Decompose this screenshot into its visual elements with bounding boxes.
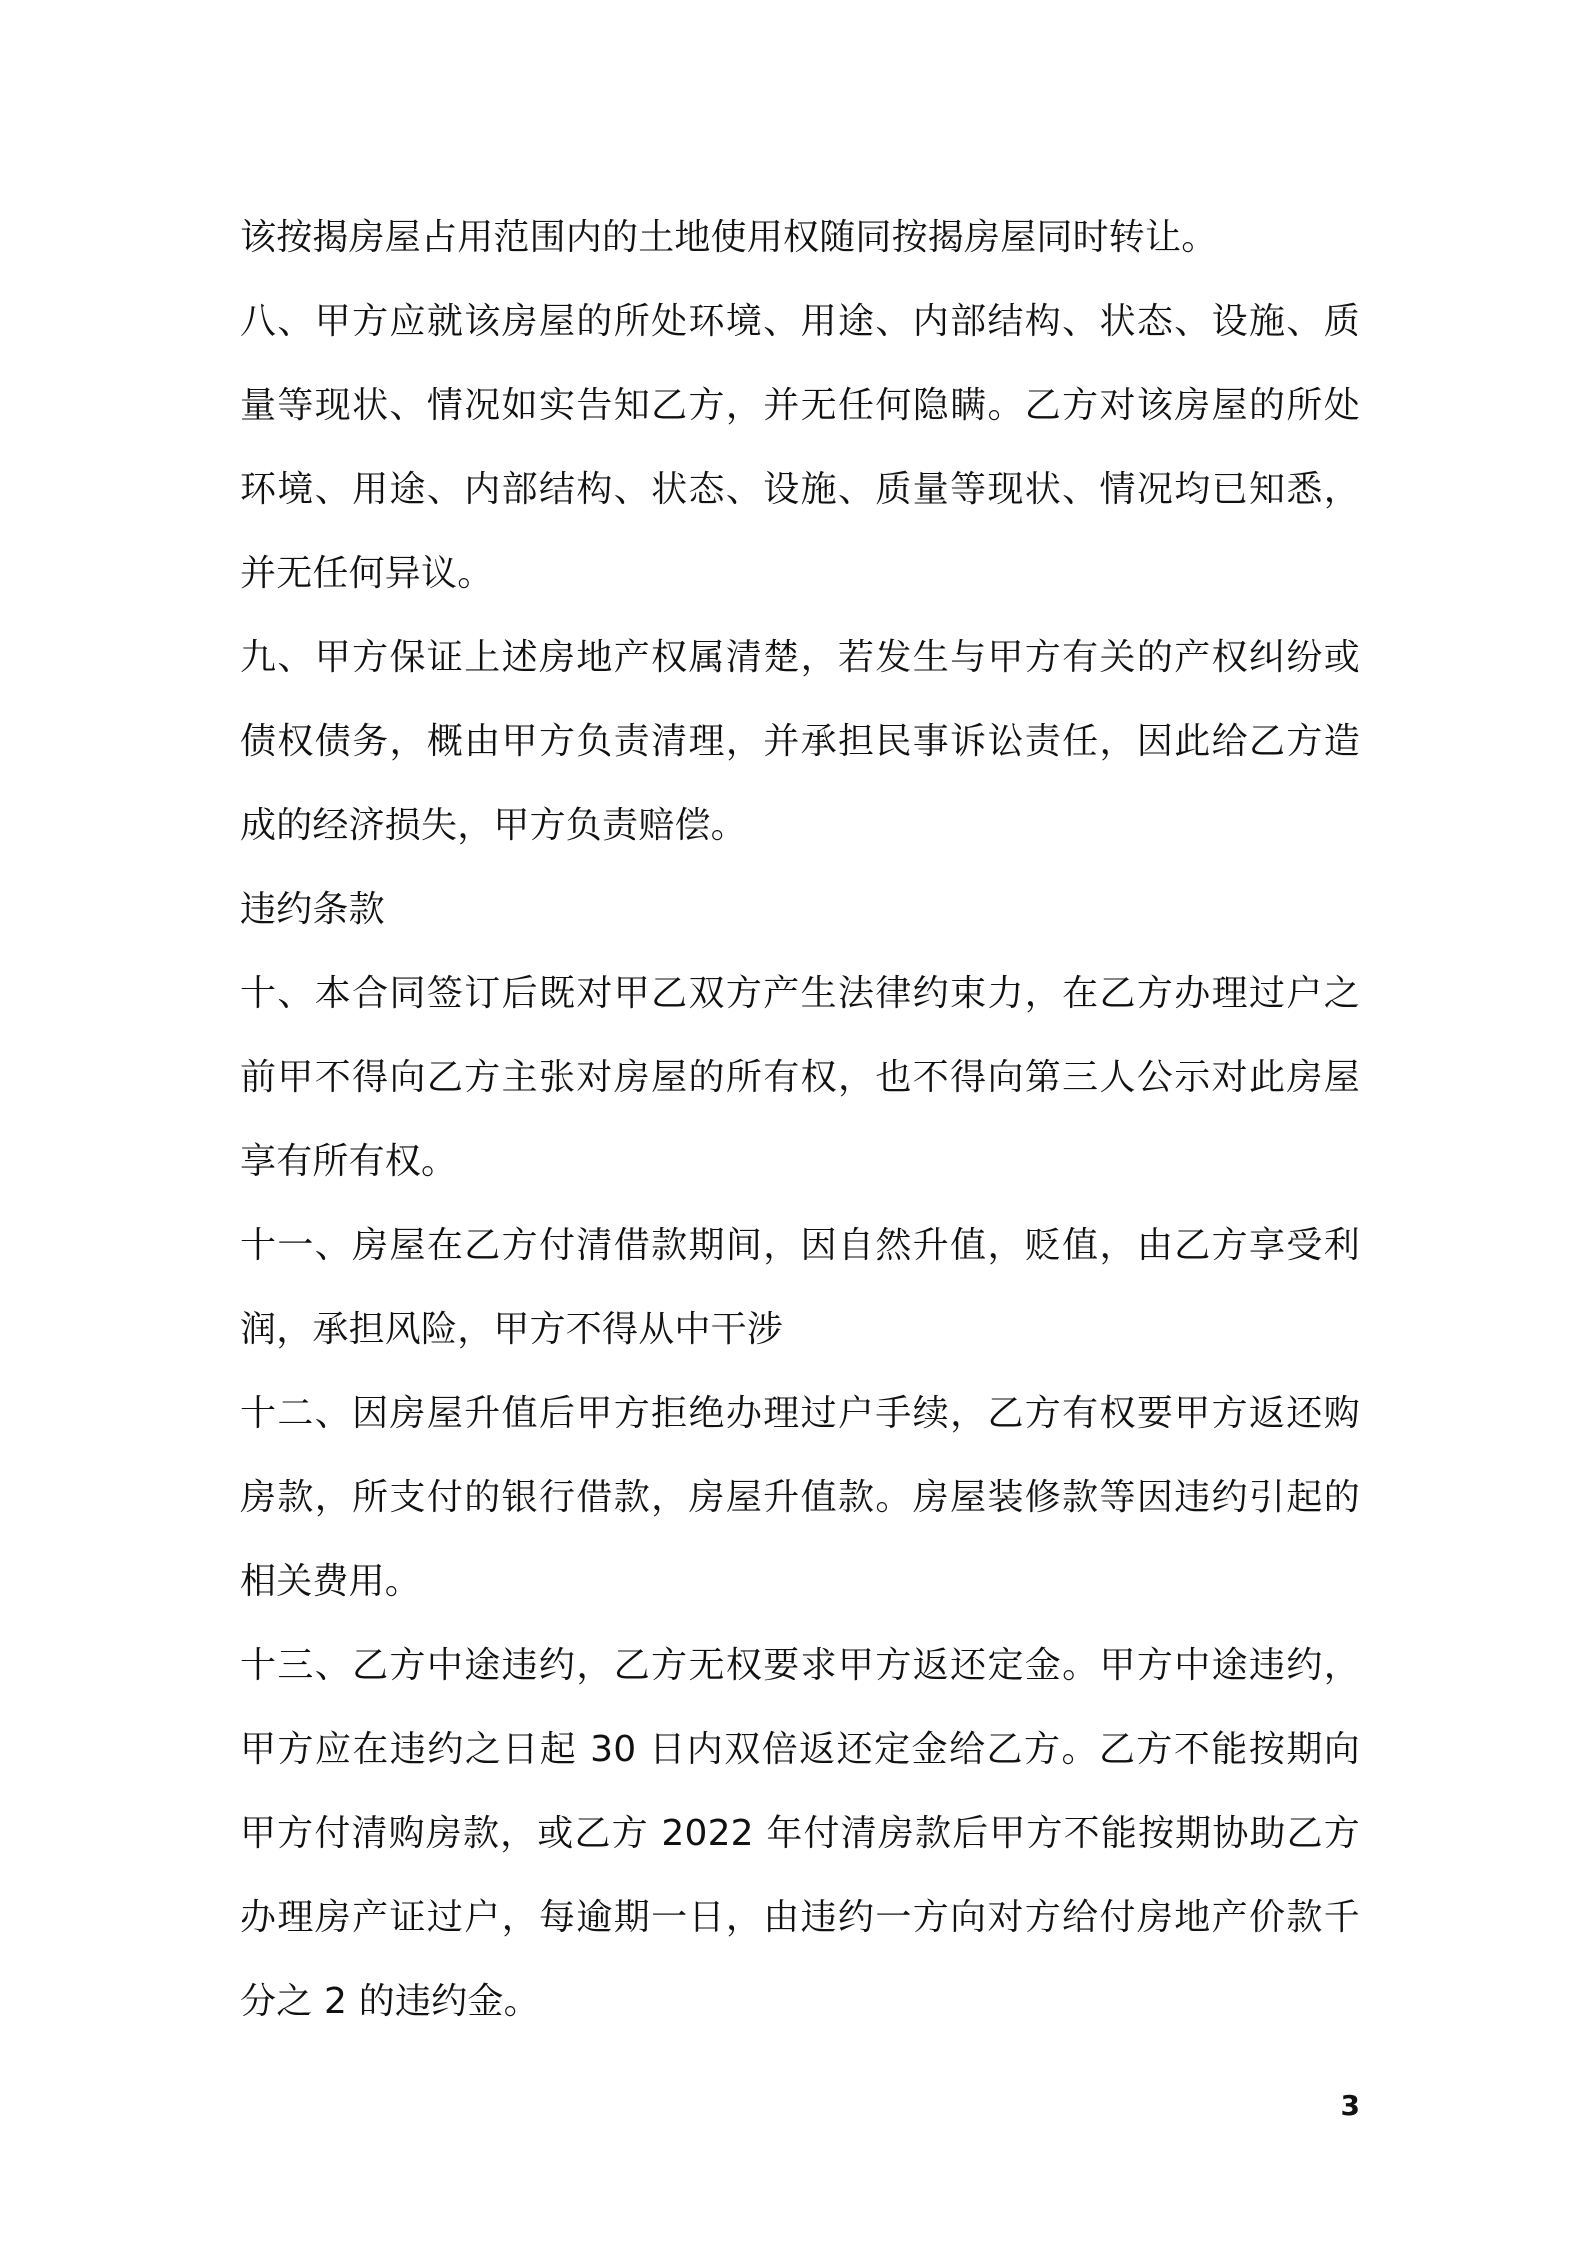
text-line-2: 八、甲方应就该房屋的所处环境、用途、内部结构、状态、设施、质 — [240, 301, 1360, 342]
text-line-8: 成的经济损失，甲方负责赔偿。 — [240, 805, 747, 846]
document-body — [240, 196, 1360, 2044]
text-line-5: 并无任何异议。 — [240, 553, 494, 594]
text-line-1: 该按揭房屋占用范围内的土地使用权随同按揭房屋同时转让。 — [240, 217, 1218, 258]
text-line-12: 享有所有权。 — [240, 1141, 458, 1182]
text-line-19: 甲方应在违约之日起 30 日内双倍返还定金给乙方。乙方不能按期向 — [240, 1729, 1360, 1770]
text-line-22: 分之 2 的违约金。 — [240, 1981, 540, 2022]
text-line-6: 九、甲方保证上述房地产权属清楚，若发生与甲方有关的产权纠纷或 — [240, 637, 1360, 678]
text-line-16: 房款，所支付的银行借款，房屋升值款。房屋装修款等因违约引起的 — [240, 1477, 1360, 1518]
text-line-3: 量等现状、情况如实告知乙方，并无任何隐瞒。乙方对该房屋的所处 — [240, 385, 1360, 426]
text-line-21: 办理房产证过户，每逾期一日，由违约一方向对方给付房地产价款千 — [240, 1897, 1360, 1938]
section-heading-breach-clauses: 违约条款 — [240, 889, 385, 930]
page-number: 3 — [1340, 2089, 1360, 2122]
text-line-4: 环境、用途、内部结构、状态、设施、质量等现状、情况均已知悉， — [240, 469, 1360, 510]
text-line-14: 润，承担风险，甲方不得从中干涉 — [240, 1309, 784, 1350]
text-line-10: 十、本合同签订后既对甲乙双方产生法律约束力，在乙方办理过户之 — [240, 973, 1360, 1014]
text-line-17: 相关费用。 — [240, 1561, 422, 1602]
text-line-7: 债权债务，概由甲方负责清理，并承担民事诉讼责任，因此给乙方造 — [240, 721, 1360, 762]
text-line-13: 十一、房屋在乙方付清借款期间，因自然升值，贬值，由乙方享受利 — [240, 1225, 1360, 1266]
text-line-11: 前甲不得向乙方主张对房屋的所有权，也不得向第三人公示对此房屋 — [240, 1057, 1360, 1098]
text-line-20: 甲方付清购房款，或乙方 2022 年付清房款后甲方不能按期协助乙方 — [240, 1813, 1360, 1854]
text-line-18: 十三、乙方中途违约，乙方无权要求甲方返还定金。甲方中途违约， — [240, 1645, 1360, 1686]
text-line-15: 十二、因房屋升值后甲方拒绝办理过户手续，乙方有权要甲方返还购 — [240, 1393, 1360, 1434]
